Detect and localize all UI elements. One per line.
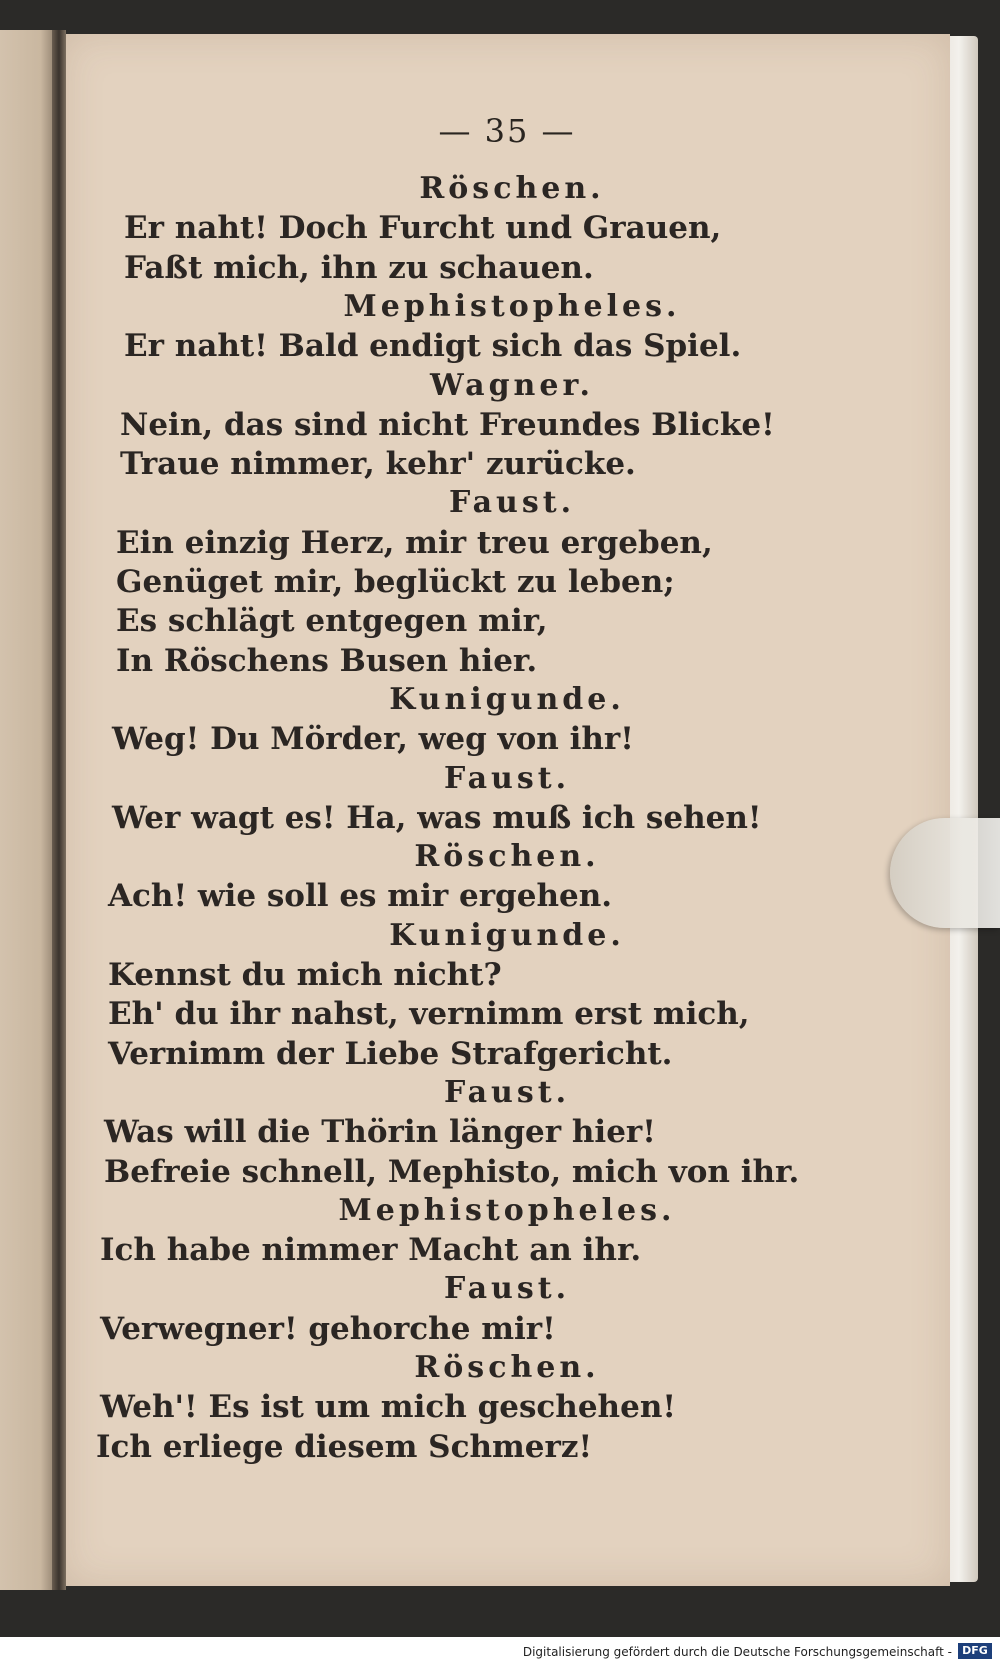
verse-line: Vernimm der Liebe Strafgericht. <box>108 1035 673 1072</box>
verse-line: Eh' du ihr nahst, vernimm erst mich, <box>108 996 750 1033</box>
verse-line: Kennst du mich nicht? <box>108 957 502 993</box>
footer-bar <box>0 1637 1000 1663</box>
page-number: — 35 — <box>438 112 576 150</box>
verse-line: Traue nimmer, kehr' zurücke. <box>120 446 636 483</box>
verse-line: Nein, das sind nicht Freundes Blicke! <box>120 406 775 443</box>
verse-line: Befreie schnell, Mephisto, mich von ihr. <box>104 1153 800 1190</box>
speaker-name: Wagner. <box>430 367 594 403</box>
verse-line: In Röschens Busen hier. <box>116 642 538 679</box>
previous-page-edge <box>0 30 58 1590</box>
verse-line: Verwegner! gehorche mir! <box>100 1310 556 1347</box>
verse-line: Was will die Thörin länger hier! <box>104 1114 656 1151</box>
speaker-name: Faust. <box>443 1074 571 1110</box>
speaker-name: Mephistopheles. <box>343 288 681 324</box>
dfg-logo: DFG <box>958 1643 992 1659</box>
verse-line: Wer wagt es! Ha, was muß ich sehen! <box>112 799 762 836</box>
book-gutter <box>52 30 66 1590</box>
verse-line: Weh'! Es ist um mich geschehen! <box>100 1389 676 1426</box>
verse-line: Es schlägt entgegen mir, <box>116 603 548 640</box>
verse-line: Ich habe nimmer Macht an ihr. <box>100 1232 642 1269</box>
speaker-name: Faust. <box>443 1271 571 1307</box>
speaker-name: Faust. <box>443 760 571 796</box>
speaker-name: Faust. <box>448 485 576 521</box>
page-clip <box>890 818 1000 928</box>
verse-line: Genüget mir, beglückt zu leben; <box>116 564 675 600</box>
speaker-name: Röschen. <box>414 1350 600 1385</box>
speaker-name: Röschen. <box>419 171 605 206</box>
verse-line: Ach! wie soll es mir ergehen. <box>108 878 613 915</box>
speaker-name: Kunigunde. <box>389 681 625 717</box>
speaker-name: Mephistopheles. <box>338 1192 676 1228</box>
verse-line: Er naht! Bald endigt sich das Spiel. <box>124 328 742 365</box>
verse-line: Ich erliege diesem Schmerz! <box>96 1428 593 1465</box>
book-page <box>64 34 950 1586</box>
verse-line: Faßt mich, ihn zu schauen. <box>124 249 594 286</box>
speaker-name: Kunigunde. <box>389 917 625 953</box>
verse-line: Weg! Du Mörder, weg von ihr! <box>112 721 634 758</box>
speaker-name: Röschen. <box>414 839 600 875</box>
digitization-credit: Digitalisierung gefördert durch die Deutsche Forschungsgemeinschaft - <box>522 1645 952 1659</box>
verse-line: Er naht! Doch Furcht und Grauen, <box>124 210 722 247</box>
verse-line: Ein einzig Herz, mir treu ergeben, <box>116 524 713 561</box>
